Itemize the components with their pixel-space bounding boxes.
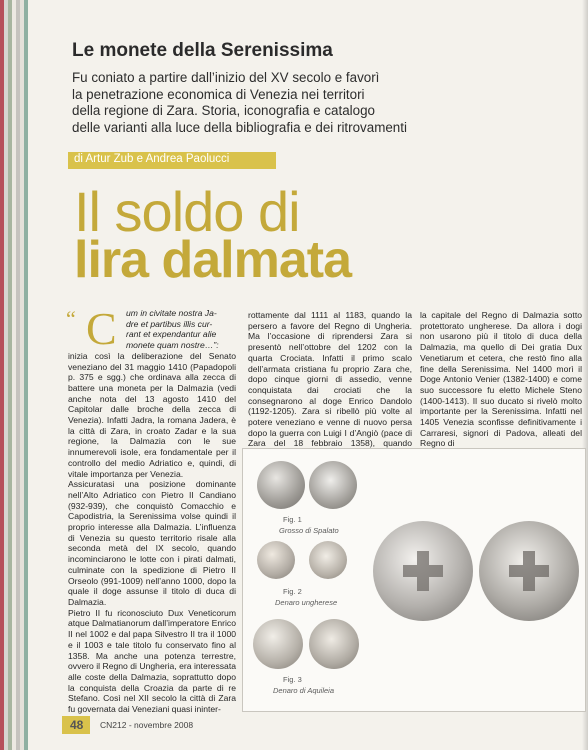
coin-image (373, 521, 473, 621)
lead-line: um in civitate nostra Ja- (126, 308, 217, 318)
kicker-heading: Le monete della Serenissima (72, 40, 333, 61)
subhead-line: la penetrazione economica di Venezia nei territori (72, 86, 365, 102)
coin-image (309, 541, 347, 579)
article-column-1 (68, 303, 236, 715)
paragraph: Assicuratasi una posizione dominante nell’Alto Adriatico con Pietro II Candiano (932-939), che conquistò Comacchio e Capodistria, la Serenissima volse quindi il proprio interesse alla Dalmazia. L’influenza di Venezia su questo territorio risale alla seconda metà del IX secolo, quando incominciarono le lotte con i pirati dalmati, culminate con la spedizione di Pietro II Orseolo (991-1009) nell’anno 1000, dopo la quale il doge assunse il titolo di duca di Dalmazia. (68, 479, 236, 607)
title-line-2: lira dalmata (74, 231, 352, 289)
paragraph: Pietro II fu riconosciuto Dux Veneticorum atque Dalmatianorum dall’imperatore Enrico II nel 1002 e dal papa Silvestro II tra il 1000 e il 1003 e tale titolo fu conservato fino al 1358. Ma anche una potenza terrestre, ovvero il Regno di Ungheria, era interessata alle coste della Dalmazia, soprattutto dopo la conquista della Croazia da parte di re Stefano. Così nel XII secolo la città di Zara fu governata dai Veneziani quasi ininter- (68, 607, 236, 715)
paragraph: Zara si ribellò più volte al potere veneziano e venne di nuovo persa dopo la guerra con Luigi I d’Angiò (pace di Zara del 18 febbraio 1358), quando (248, 406, 412, 449)
cross-icon (479, 521, 579, 621)
lead-line: rant et expendantur alie (126, 329, 217, 340)
opening-quote-mark: “ (66, 306, 76, 331)
coin-image (257, 541, 295, 579)
figure-caption: Denaro ungherese (275, 598, 338, 607)
byline-bar (68, 152, 276, 169)
title-line-1: Il soldo di (74, 180, 300, 243)
subhead-line: della regione di Zara. Storia, iconografia e catalogo (72, 103, 375, 119)
subheading (72, 70, 522, 136)
page-footer (62, 716, 582, 734)
issue-info: CN212 - novembre 2008 (100, 720, 194, 730)
figure-number: Fig. 1 (283, 515, 302, 524)
page-number-box (62, 716, 90, 734)
article-title (74, 180, 352, 289)
lead-line: dre et partibus illis cur- (126, 318, 213, 329)
drop-cap: C (86, 303, 117, 354)
cross-icon (373, 521, 473, 621)
article-column-3 (420, 310, 582, 449)
figure-caption: Grosso di Spalato (279, 526, 339, 535)
page-stack-edge (24, 0, 28, 750)
coin-image (257, 461, 305, 509)
figure-caption: Denaro di Aquileia (273, 686, 335, 695)
page-number: 48 (70, 718, 84, 732)
article-column-2 (248, 310, 412, 460)
coin-image (309, 619, 359, 669)
subhead-line: Fu coniato a partire dall’inizio del XV secolo e favorì (72, 70, 380, 85)
lead-line: monete quam nostre…”: (126, 340, 219, 351)
subhead-line: delle varianti alla luce della bibliografia e dei ritrovamenti (72, 119, 407, 135)
figure-number: Fig. 2 (283, 587, 302, 596)
coin-figures-panel (242, 448, 586, 712)
byline-text: di Artur Zub e Andrea Paolucci (74, 153, 230, 165)
coin-image (253, 619, 303, 669)
paragraph: Nel 1400 morì il Doge Antonio Venier (1382-1400) e come suo successore fu eletto Michele Steno (1400-1413). Il suo ducato si rivelò molto importante per la Serenissima. Infatti nel 1405 Venezia sconfisse definitivamente i Carraresi, signori di Padova, alleati del Regno di (420, 363, 582, 449)
paragraph: la capitale del Regno di Dalmazia sotto protettorato ungherese. Da allora i dogi non usarono più il titolo di duca della Dalmazia, ma quello di Dei gratia Dux Venetiarum et cetera, che restò fino alla fine della Serenissima. (420, 310, 582, 374)
coin-image (479, 521, 579, 621)
coin-image (309, 461, 357, 509)
paragraph: inizia così la deliberazione del Senato veneziano del 31 maggio 1410 (Papadopoli p. 375 e sgg.) che ordinava alla zecca di battere una moneta per la Dalmazia (vedi anche nota del 13 agosto 1410 del Capitolar dalle broche della zecca di Venezia). Infatti Jadra, la romana Jadera, è la città di Zara, in croato Zadar e la sua regione, la Dalmazia con le sue innumerevoli isole, era fondamentale per il controllo del medio Adriatico e, quindi, di vitale importanza per Venezia. (68, 350, 236, 479)
paragraph: rottamente dal 1111 al 1183, quando la persero a favore del Regno di Ungheria. Ma l’occasione di riprendersi Zara si presentò nell’ottobre del 1202 con la quarta Crociata. Infatti il primo scalo dell’armata cristiana fu proprio Zara che, dopo cinque giorni di assedio, venne conquistata dai crociati che la consegnarono al doge Enrico Dandolo (1192-1205). (248, 310, 412, 417)
figure-number: Fig. 3 (283, 675, 302, 684)
